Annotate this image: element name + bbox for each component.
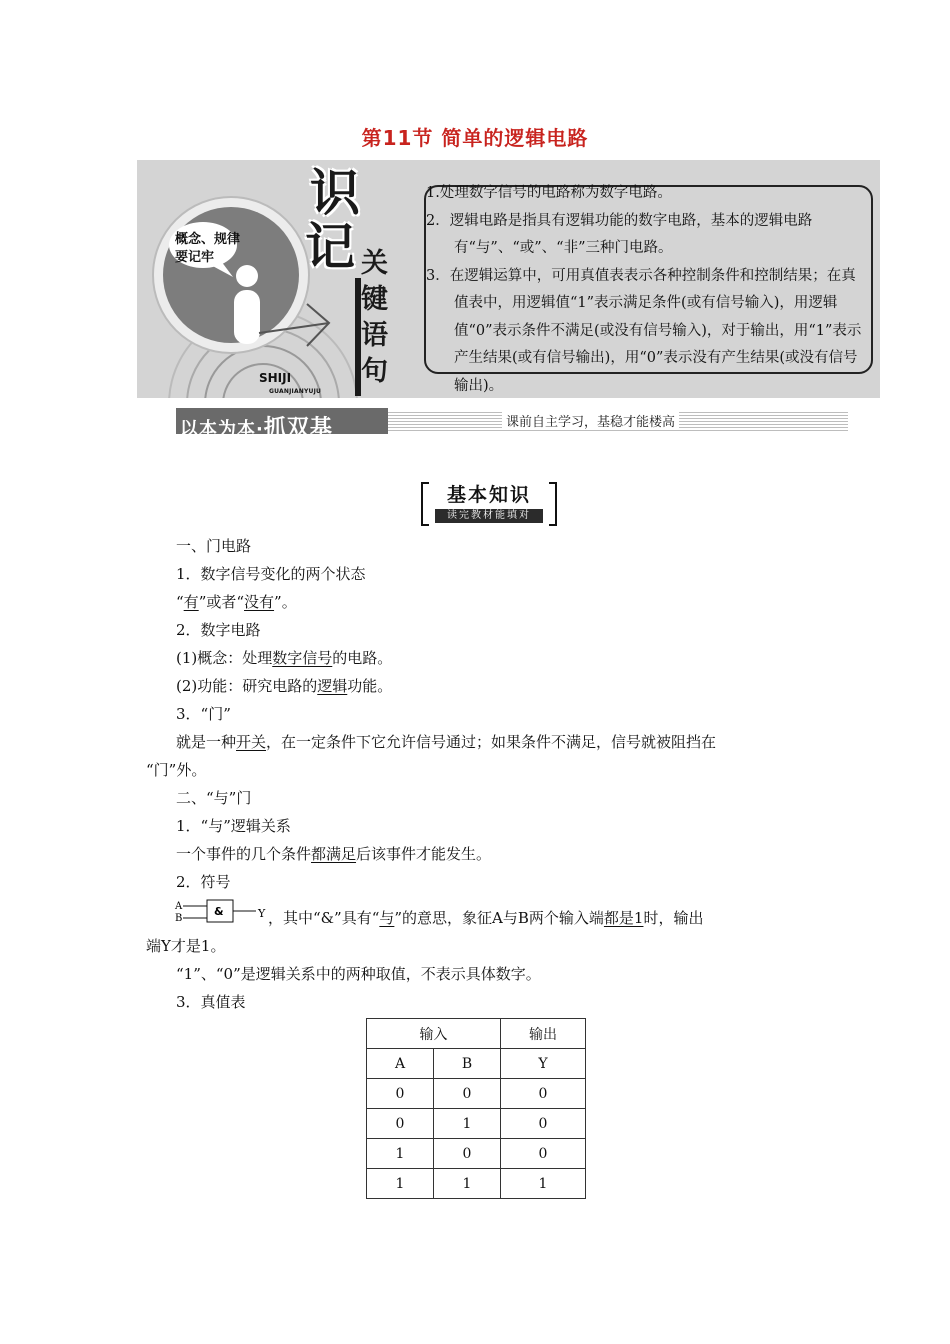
section-strip bbox=[176, 406, 848, 441]
gate-input-a: A bbox=[175, 901, 183, 912]
col-b: B bbox=[434, 1049, 501, 1079]
blank-all-met: 都满足 bbox=[311, 845, 357, 863]
blank-you: 有 bbox=[183, 593, 199, 611]
text-states: “有”或者“没有”。 bbox=[176, 593, 297, 611]
truth-table bbox=[366, 1018, 586, 1199]
gate-output-y: Y bbox=[258, 907, 266, 920]
table-header-row bbox=[367, 1019, 586, 1049]
col-y: Y bbox=[501, 1049, 586, 1079]
badge-title: 基本知识 bbox=[446, 484, 531, 506]
blank-digital-signal: 数字信号 bbox=[272, 649, 333, 667]
bubble-text-1: 概念、规律 bbox=[175, 232, 241, 247]
table-row bbox=[367, 1079, 586, 1109]
blank-meiyou: 没有 bbox=[244, 593, 275, 611]
table-row bbox=[367, 1109, 586, 1139]
key-point-3: 3．在逻辑运算中，可用真值表表示各种控制条件和控制结果；在真值表中，用逻辑值“1”表示满足条件(或有信号输入)，用逻辑值“0”表示条件不满足(或没有信号输入)，对于输出，用“1”表示产生结果(或有信号输出)，用“0”表示没有产生结果(或没有信号输出)。 bbox=[426, 267, 862, 394]
heading-gate-circuit: 一、门电路 bbox=[176, 537, 252, 555]
text-symbol-desc: ，其中“&”具有“与”的意思，象征A与B两个输入端都是1时，输出 bbox=[268, 909, 704, 927]
vertical-char-2: 键 bbox=[361, 284, 388, 315]
text-and-logic: 一个事件的几个条件都满足后该事件才能发生。 bbox=[176, 845, 492, 863]
strip-label-box bbox=[176, 408, 388, 441]
gate-and-sign: & bbox=[214, 905, 224, 918]
key-point-2: 2．逻辑电路是指具有逻辑功能的数字电路，基本的逻辑电路有“与”、“或”、“非”三种门电路。 bbox=[426, 212, 813, 256]
table-cell: 1 bbox=[501, 1169, 586, 1199]
table-column-row bbox=[367, 1049, 586, 1079]
vertical-char-1: 关 bbox=[361, 248, 388, 279]
header-output: 输出 bbox=[501, 1019, 586, 1049]
col-a: A bbox=[367, 1049, 434, 1079]
item-and-logic: 1．“与”逻辑关系 bbox=[176, 817, 291, 835]
table-cell: 1 bbox=[434, 1169, 501, 1199]
text-function: (2)功能：研究电路的逻辑功能。 bbox=[176, 677, 393, 695]
strip-label-a: 以本为本· bbox=[180, 419, 264, 440]
text-gate-def-cont: “门”外。 bbox=[146, 761, 207, 779]
table-cell: 1 bbox=[367, 1139, 434, 1169]
heading-and-gate: 二、“与”门 bbox=[176, 789, 252, 807]
table-row bbox=[367, 1139, 586, 1169]
table-cell: 0 bbox=[367, 1079, 434, 1109]
strip-label-b: 抓双基 bbox=[263, 416, 333, 441]
big-char-shi: 识 bbox=[310, 164, 360, 222]
bubble-text-2: 要记牢 bbox=[175, 250, 215, 265]
table-cell: 0 bbox=[434, 1079, 501, 1109]
table-row bbox=[367, 1169, 586, 1199]
shiji-sublabel: GUANJIANYUJU bbox=[269, 388, 322, 395]
item-digital-states: 1．数字信号变化的两个状态 bbox=[176, 565, 366, 583]
section-badge bbox=[425, 480, 553, 526]
strip-label bbox=[180, 411, 333, 442]
item-gate: 3．“门” bbox=[176, 705, 231, 723]
page-title: 第11节 简单的逻辑电路 bbox=[361, 126, 589, 150]
text-note: “1”、“0”是逻辑关系中的两种取值，不表示具体数字。 bbox=[176, 965, 541, 983]
text-gate-def: 就是一种开关，在一定条件下它允许信号通过；如果条件不满足，信号就被阻挡在 bbox=[176, 733, 717, 751]
blank-logic: 逻辑 bbox=[317, 677, 348, 695]
strip-subtitle: 课前自主学习，基稳才能楼高 bbox=[502, 411, 679, 430]
text-symbol-desc-cont: 端Y才是1。 bbox=[146, 937, 226, 955]
and-gate-symbol bbox=[174, 899, 266, 925]
table-cell: 0 bbox=[434, 1139, 501, 1169]
vertical-char-3: 语 bbox=[361, 320, 388, 351]
key-point-1: 1.处理数字信号的电路称为数字电路。 bbox=[426, 185, 672, 201]
table-cell: 1 bbox=[434, 1109, 501, 1139]
gate-input-b: B bbox=[175, 913, 183, 924]
header-input: 输入 bbox=[367, 1019, 501, 1049]
badge-subtitle: 读完教材能填对 bbox=[435, 509, 543, 523]
table-cell: 0 bbox=[367, 1109, 434, 1139]
blank-and: 与 bbox=[379, 909, 395, 927]
table-cell: 0 bbox=[501, 1079, 586, 1109]
blank-both-one: 都是1 bbox=[603, 909, 644, 927]
vertical-char-4: 句 bbox=[361, 356, 388, 387]
item-digital-circuit: 2．数字电路 bbox=[176, 621, 261, 639]
table-cell: 0 bbox=[501, 1109, 586, 1139]
item-symbol: 2．符号 bbox=[176, 873, 231, 891]
blank-switch: 开关 bbox=[236, 733, 267, 751]
item-truth-table: 3．真值表 bbox=[176, 993, 246, 1011]
key-points-list bbox=[426, 180, 870, 400]
table-cell: 1 bbox=[367, 1169, 434, 1199]
shiji-label: SHIJI bbox=[259, 371, 292, 385]
text-concept: (1)概念：处理数字信号的电路。 bbox=[176, 649, 393, 667]
table-cell: 0 bbox=[501, 1139, 586, 1169]
big-char-ji: 记 bbox=[305, 218, 355, 276]
